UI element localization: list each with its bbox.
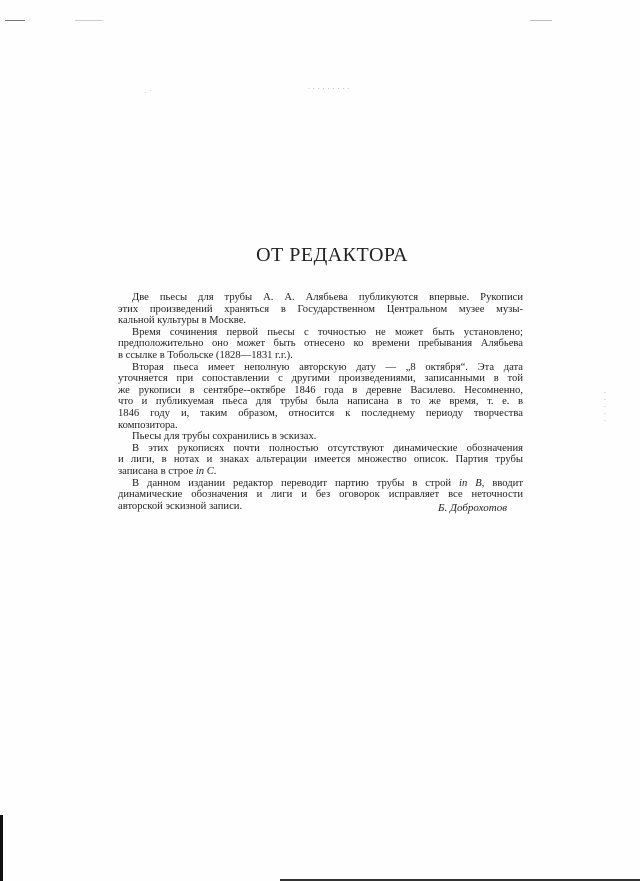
key-signature-italic: in B [459,477,482,489]
text-line: же рукописи в сентябре--октябре 1846 года в деревне Василево. Несомненно, [118,384,523,396]
text-line: 1846 году и, таким образом, относится к последнему периоду творчества [118,407,523,419]
text-line: В этих рукописях почти полностью отсутствуют динамические обозначения [132,442,523,454]
text-line: предположительно оно может быть отнесено ко времени пребывания Алябьева [118,338,523,350]
paragraph-3 [118,362,523,432]
paragraph-4 [118,431,523,443]
text-line: Время сочинения первой пьесы с точностью не может быть установлено; [132,326,523,338]
editor-note-body [118,292,523,512]
paragraph-2 [118,327,523,362]
text-segment: В данном издании редактор переводит партию трубы в строй [132,477,460,489]
text-segment: записана в строе [118,465,196,477]
scan-noise-dots: ......... [308,84,353,91]
text-line: и лиги, в нотах и знаках альтерации имеется множество описок. Партия трубы [118,454,523,466]
scan-noise-dots-left: .· [145,88,155,95]
text-line: этих произведений храняться в Государственном Центральном музее музы- [118,303,523,315]
text-line: динамические обозначения и лиги и без оговорок исправляет все неточности [118,489,523,501]
text-line: кальной культуры в Москве. [118,315,247,327]
scan-mark-top-left-2 [75,20,103,21]
text-line: что и публикуемая пьеса для трубы была написана в то же время, т. е. в [118,396,523,408]
text-line: авторской эскизной записи. [118,500,243,512]
scan-noise-dots-right-edge: · · · · · [604,390,606,425]
text-line [118,478,523,490]
paragraph-1 [118,292,523,327]
scan-edge-left [0,815,3,881]
author-signature: Б. Доброхотов [438,502,507,514]
scan-mark-top-right [530,20,552,21]
text-line: уточняется при сопоставлении с другими произведениями, записанными в той [118,373,523,385]
text-line: композитора. [118,419,178,431]
text-line [118,466,523,478]
paragraph-5 [118,443,523,478]
scan-mark-top-left [5,20,25,21]
text-segment: . [213,465,217,477]
page-title: ОТ РЕДАКТОРА [256,244,408,266]
text-line: Вторая пьеса имеет неполную авторскую дату — „8 октября“. Эта дата [132,361,523,373]
text-segment: , вводит [481,477,523,489]
text-line: Две пьесы для трубы А. А. Алябьева публикуются впервые. Рукописи [132,292,523,303]
key-signature-italic: in C [195,465,214,477]
text-line: Пьесы для трубы сохранились в эскизах. [132,431,317,443]
text-line: в ссылке в Тобольске (1828—1831 г.г.). [118,349,293,361]
